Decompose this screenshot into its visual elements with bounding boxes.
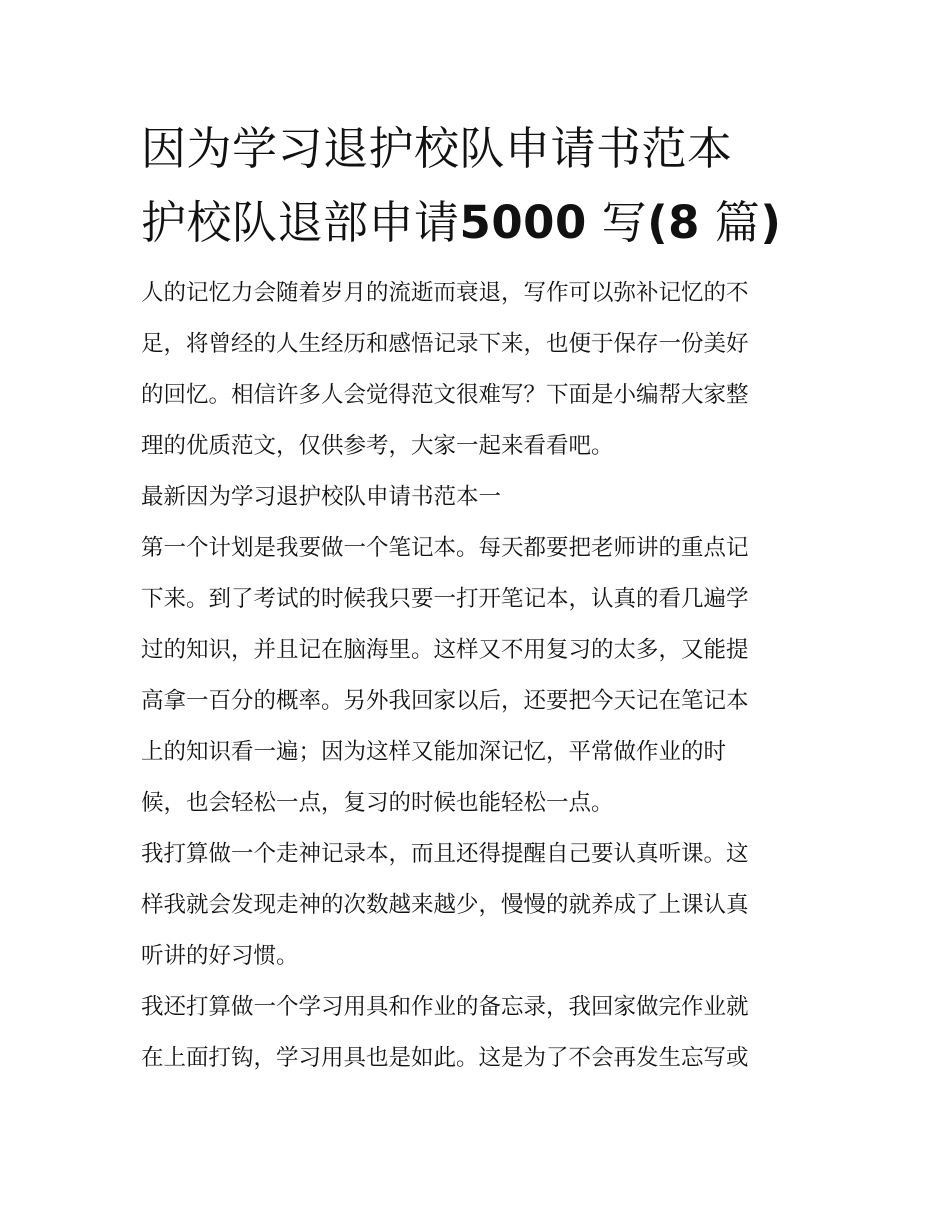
paragraph-line: 高拿一百分的概率。另外我回家以后，还要把今天记在笔记本: [141, 688, 749, 714]
paragraph-line: 第一个计划是我要做一个笔记本。每天都要把老师讲的重点记: [141, 535, 749, 561]
paragraph-line: 在上面打钩，学习用具也是如此。这是为了不会再发生忘写或: [141, 1045, 749, 1071]
document-content: [141, 112, 815, 1084]
title-line-2-part-2: 写: [601, 196, 648, 249]
title-line-2-count: 5000: [459, 196, 587, 249]
title-line-2-paren: (8: [647, 196, 700, 249]
paragraph-line: 下来。到了考试的时候我只要一打开笔记本，认真的看几遍学: [141, 586, 749, 612]
paragraph-line: 过的知识，并且记在脑海里。这样又不用复习的太多，又能提: [141, 637, 749, 663]
intro-line: 的回忆。相信许多人会觉得范文很难写？下面是小编帮大家整: [141, 382, 749, 408]
paragraph-line: 候，也会轻松一点，复习的时候也能轻松一点。: [141, 790, 614, 816]
document-title: [141, 112, 815, 260]
title-line-1: 因为学习退护校队申请书范本: [141, 122, 733, 175]
title-line-2-part-3: 篇: [714, 196, 761, 249]
title-line-2-close-paren: ): [760, 196, 782, 249]
body-paragraph-1: [141, 523, 815, 829]
paragraph-line: 上的知识看一遍；因为这样又能加深记忆，平常做作业的时: [141, 739, 727, 765]
section-heading-text: 最新因为学习退护校队申请书范本一: [141, 484, 502, 510]
intro-line: 足，将曾经的人生经历和感悟记录下来，也便于保存一份美好: [141, 331, 749, 357]
title-line-2-part-1: 护校队退部申请: [141, 196, 460, 249]
section-heading: [141, 472, 815, 523]
body-paragraph-3: [141, 982, 815, 1084]
title-line-2: [141, 186, 815, 260]
paragraph-line: 我打算做一个走神记录本，而且还得提醒自己要认真听课。这: [141, 841, 749, 867]
intro-paragraph: [141, 268, 815, 472]
intro-line: 理的优质范文，仅供参考，大家一起来看看吧。: [141, 433, 614, 459]
body-paragraph-2: [141, 829, 815, 982]
paragraph-line: 听讲的好习惯。: [141, 943, 299, 969]
paragraph-line: 我还打算做一个学习用具和作业的备忘录，我回家做完作业就: [141, 994, 749, 1020]
intro-line: 人的记忆力会随着岁月的流逝而衰退，写作可以弥补记忆的不: [141, 280, 749, 306]
paragraph-line: 样我就会发现走神的次数越来越少，慢慢的就养成了上课认真: [141, 892, 749, 918]
